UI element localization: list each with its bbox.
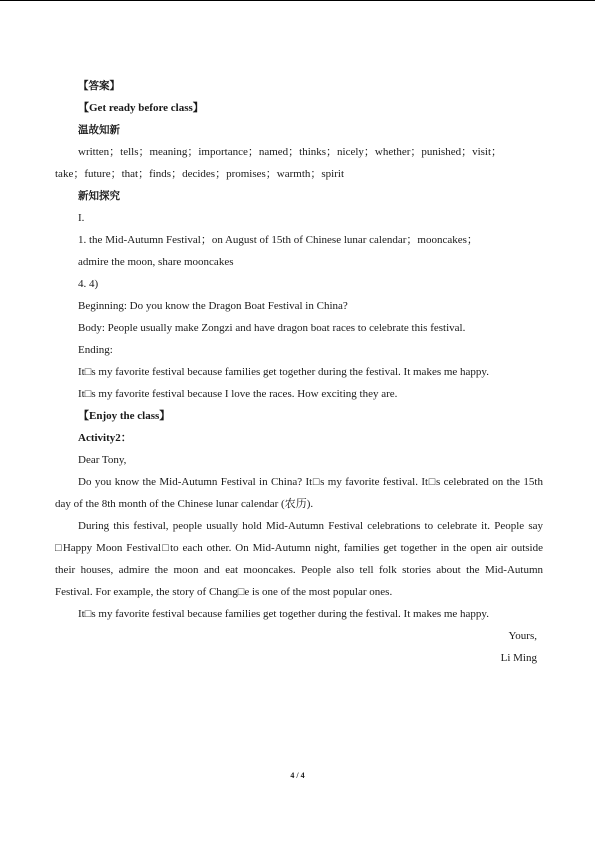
body-text: Body: People usually make Zongzi and have dragon boat races to celebrate this festival. <box>78 322 466 334</box>
review-answers-line-1: written；tells；meaning；importance；named；thinks；nicely；whether；punished；visit； <box>78 146 503 158</box>
activity-heading: Activity2： <box>78 432 132 444</box>
ending-label: Ending: <box>78 344 113 356</box>
item-4: 4. 4) <box>78 278 99 290</box>
roman-numeral-one: I. <box>78 212 85 224</box>
letter-closing: Yours, <box>508 630 537 642</box>
header-rule <box>0 0 595 1</box>
letter-signature: Li Ming <box>500 652 537 664</box>
review-answers-line-2: take；future；that；finds；decides；promises；warmth；spirit <box>55 168 344 180</box>
letter-paragraph-3: It□s my favorite festival because families get together during the festival. It makes me happy. <box>78 608 489 620</box>
answer-heading: 【答案】 <box>78 80 120 92</box>
explore-heading: 新知探究 <box>78 190 120 202</box>
review-heading: 温故知新 <box>78 124 120 136</box>
ending-sentence-1: It□s my favorite festival because families get together during the festival. It makes me happy. <box>78 366 489 378</box>
letter-salutation: Dear Tony, <box>78 454 127 466</box>
section-enjoy-heading: 【Enjoy the class】 <box>78 410 171 422</box>
ending-sentence-2: It□s my favorite festival because I love the races. How exciting they are. <box>78 388 398 400</box>
page-number: 4 / 4 <box>290 771 305 780</box>
letter-paragraph-1: Do you know the Mid-Autumn Festival in China? It□s my favorite festival. It□s celebrated on the 15th day of the 8th month of the Chinese lunar calendar (农历). <box>55 476 543 510</box>
item-1-line-1: 1. the Mid-Autumn Festival；on August of 15th of Chinese lunar calendar；mooncakes； <box>78 234 478 246</box>
letter-paragraph-2: During this festival, people usually hold Mid-Autumn Festival celebrations to celebrate it. People say □Happy Moon Festival□to each other. On Mid-Autumn night, families get together in the open air outside their houses, admire the moon and eat mooncakes. People also tell folk stories about the Mid-Autumn Festival. For example, the story of Chang□e is one of the most popular ones. <box>55 520 543 598</box>
beginning-text: Beginning: Do you know the Dragon Boat Festival in China? <box>78 300 348 312</box>
item-1-line-2: admire the moon, share mooncakes <box>78 256 234 268</box>
document-page <box>55 75 543 669</box>
section-ready-heading: 【Get ready before class】 <box>78 102 204 114</box>
